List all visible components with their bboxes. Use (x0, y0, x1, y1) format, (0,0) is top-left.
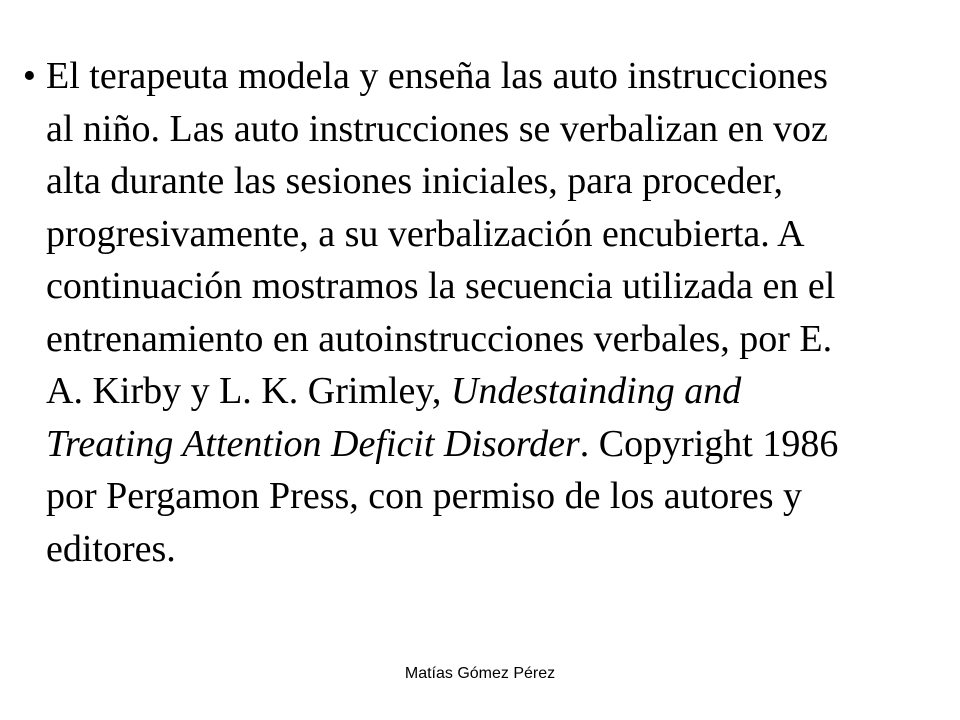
footer-author: Matías Gómez Pérez (404, 665, 556, 682)
paragraph-line: El terapeuta modela y enseña las auto instrucciones (46, 55, 828, 97)
paragraph-line (46, 365, 960, 418)
paragraph-line: progresivamente, a su verbalización encubierta. A (46, 212, 805, 255)
paragraph-line: alta durante las sesiones iniciales, para proceder, (46, 160, 784, 202)
paragraph-line: entrenamiento en autoinstrucciones verbales, por E. (46, 317, 833, 360)
copyright-text: . Copyright 1986 (579, 422, 839, 465)
paragraph-line: al niño. Las auto instrucciones se verbalizan en voz (46, 107, 828, 150)
paragraph-line: por Pergamon Press, con permiso de los autores y (46, 475, 803, 517)
book-title-part2: Treating Attention Deficit Disorder (46, 422, 580, 465)
book-title-part1: Undestainding and (450, 370, 742, 412)
authors-text: A. Kirby y L. K. Grimley, (46, 370, 451, 412)
paragraph-line: continuación mostramos la secuencia utilizada en el (46, 265, 836, 307)
bullet-marker: • (22, 55, 36, 97)
bullet-paragraph (46, 50, 960, 575)
paragraph-line (46, 418, 960, 471)
paragraph-line: editores. (46, 527, 176, 570)
